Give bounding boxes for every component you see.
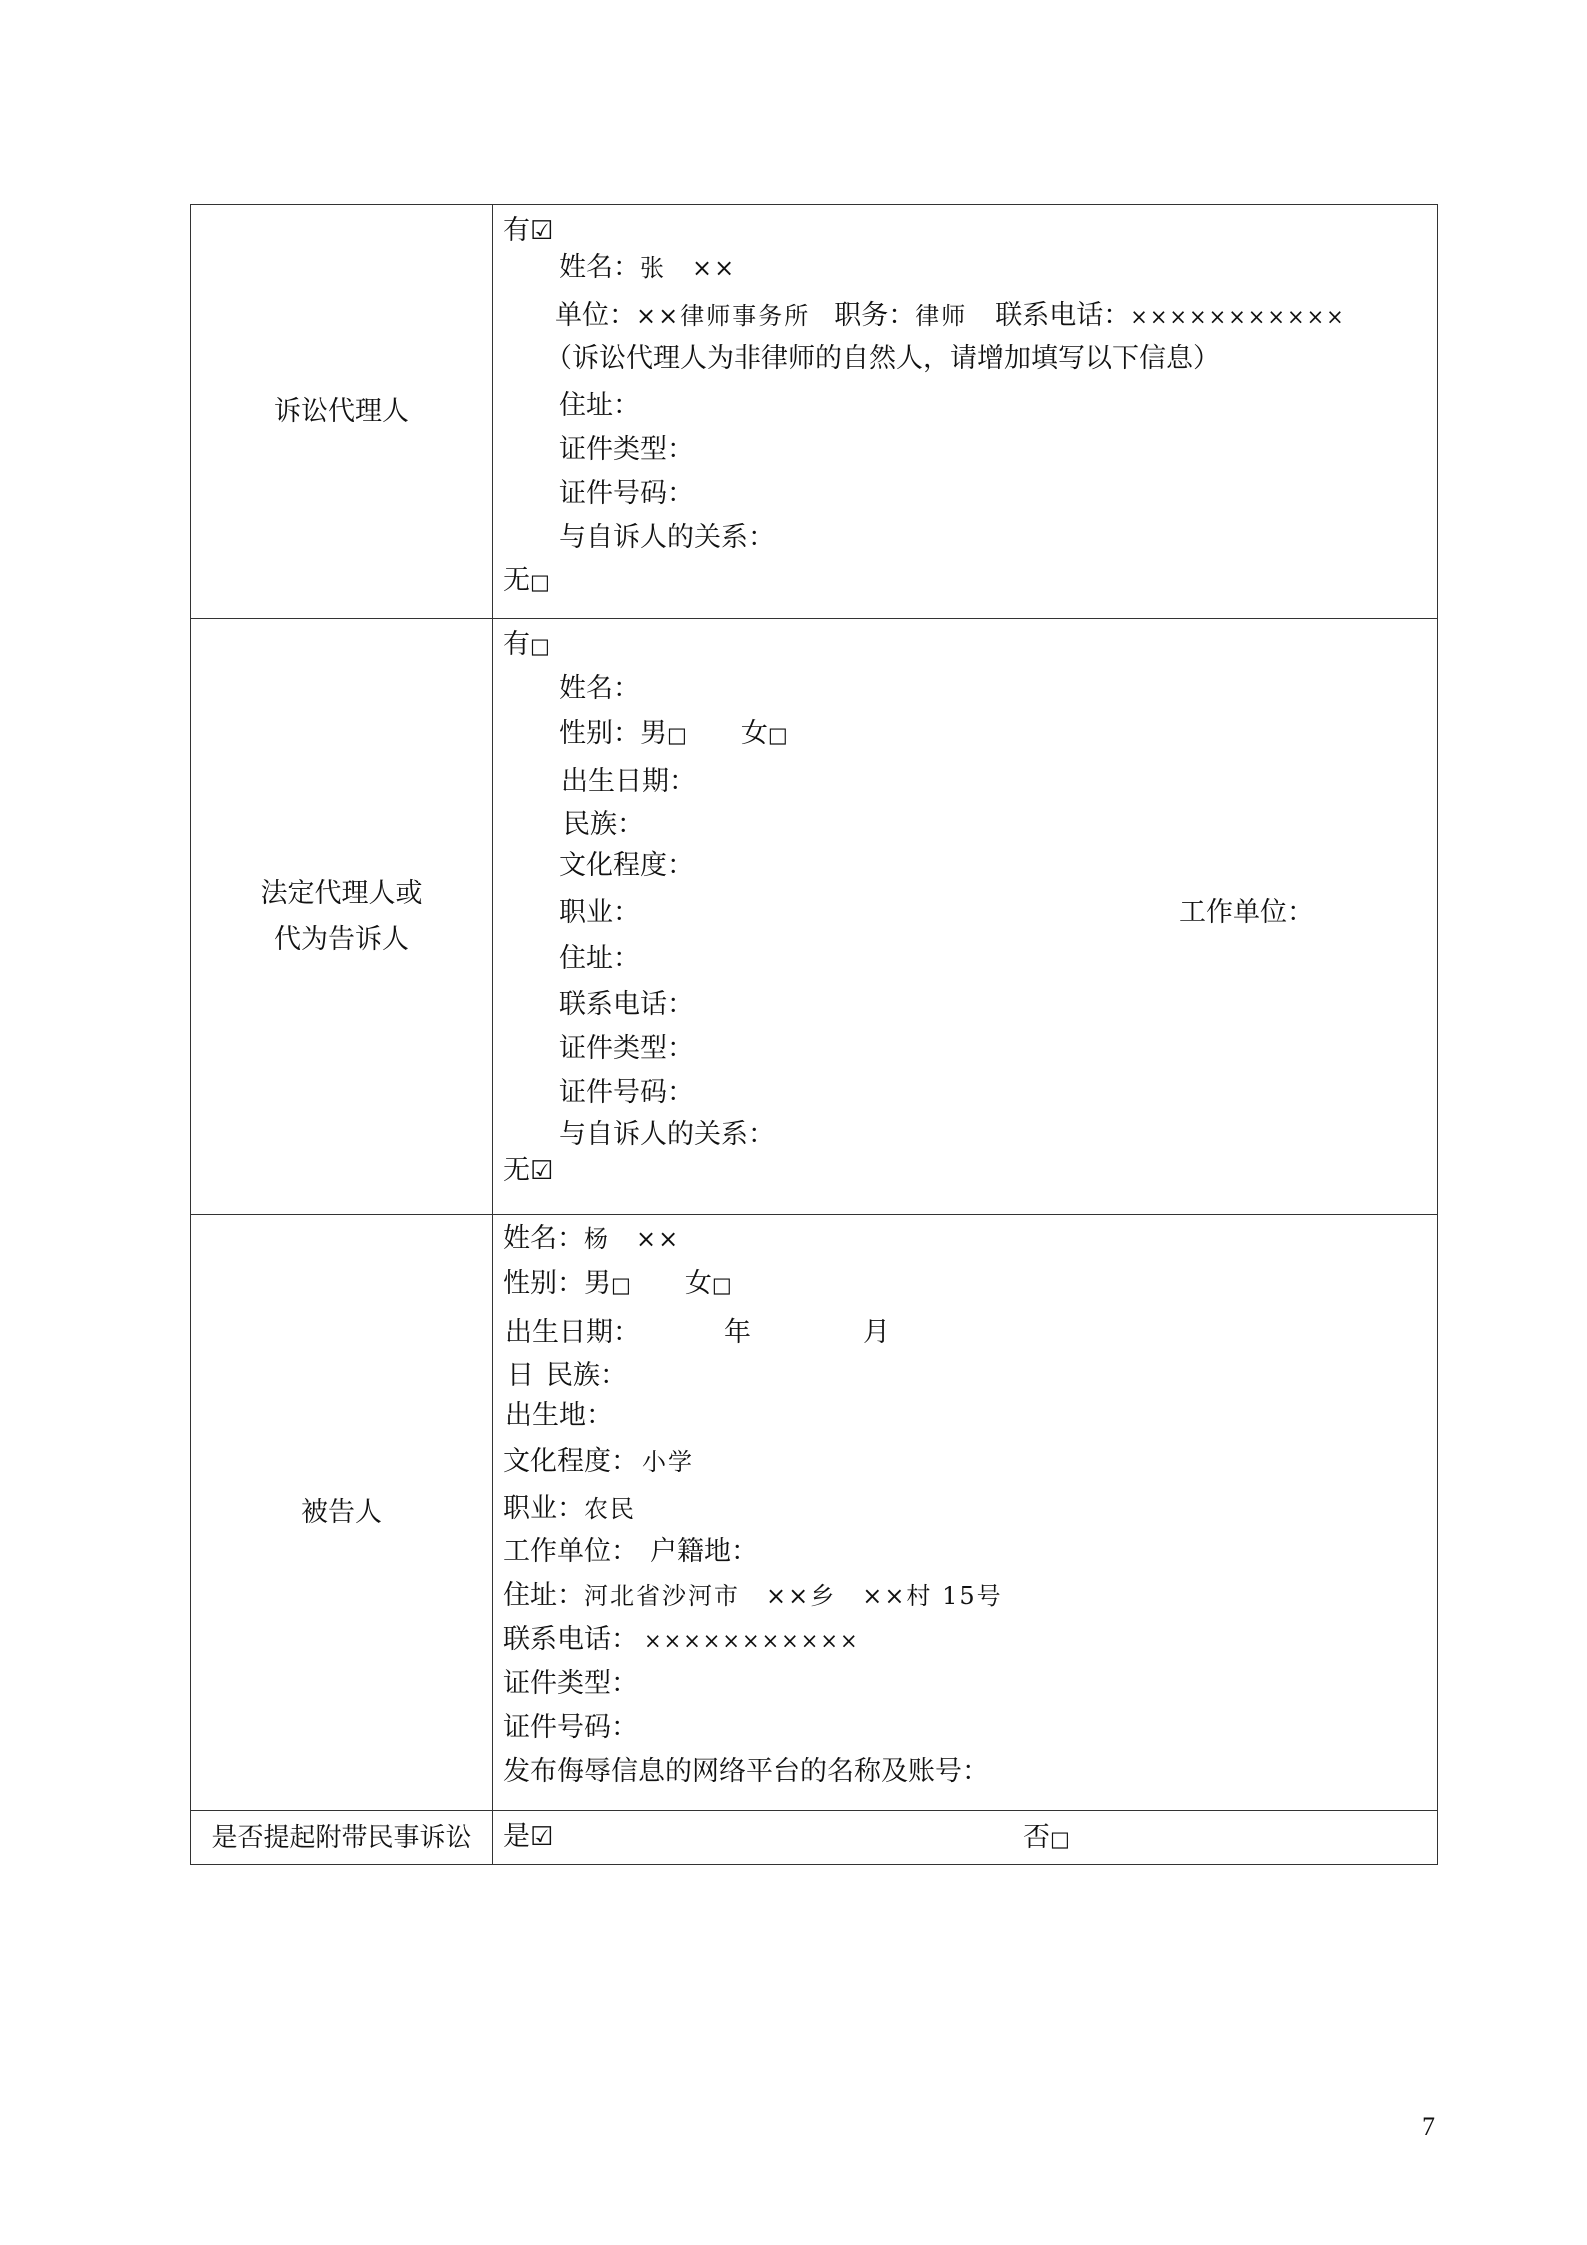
defendant-gender-line: 性别：男□ 女□ [503, 1268, 732, 1299]
defendant-address-value: 河北省沙河市 ××乡 ××村 15号 [584, 1582, 1003, 1610]
agent-has-option[interactable]: 有☑ [503, 215, 554, 246]
legal-rep-label-line2: 代为告诉人 [274, 923, 409, 955]
legal-rep-female-checkbox[interactable]: □ [767, 723, 788, 747]
agent-none-option[interactable]: 无□ [503, 565, 550, 596]
legal-rep-male-checkbox[interactable]: □ [667, 723, 687, 747]
defendant-name-value: 杨 ×× [584, 1225, 681, 1253]
defendant-platform-field: 发布侮辱信息的网络平台的名称及账号： [503, 1756, 989, 1787]
agent-relation-field: 与自诉人的关系： [559, 522, 775, 553]
legal-rep-job-field: 职业： [559, 897, 640, 928]
agent-has-checkbox[interactable]: ☑ [530, 216, 554, 246]
legal-rep-row [191, 619, 1438, 1215]
agent-phone-value: ××××××××××× [1130, 305, 1346, 329]
legal-rep-name-field: 姓名： [559, 673, 640, 704]
defendant-education-value: 小学 [642, 1448, 694, 1476]
defendant-work-domicile-line: 工作单位： 户籍地： [503, 1536, 758, 1567]
defendant-education-line: 文化程度： 小学 [503, 1446, 694, 1477]
legal-rep-row-content [493, 619, 1438, 1215]
civil-suit-yes-checkbox[interactable]: ☑ [530, 1822, 554, 1852]
agent-name-line: 姓名：张 ×× [559, 252, 737, 283]
agent-id-number-field: 证件号码： [559, 478, 694, 509]
defendant-job-value: 农民 [584, 1495, 636, 1523]
defendant-day-ethnic-line: 日 民族： [507, 1360, 627, 1391]
defendant-job-line: 职业：农民 [503, 1493, 636, 1524]
defendant-birth-line: 出生日期： 年 月 [505, 1317, 890, 1348]
defendant-phone-value: ××××××××××× [644, 1629, 860, 1653]
legal-rep-education-field: 文化程度： [559, 850, 694, 881]
agent-name-value: 张 ×× [640, 254, 737, 282]
agent-note: （诉讼代理人为非律师的自然人，请增加填写以下信息） [545, 343, 1220, 374]
defendant-row-label: 被告人 [191, 1215, 493, 1811]
defendant-id-type-field: 证件类型： [503, 1668, 638, 1699]
civil-suit-no-option[interactable]: 否□ [1023, 1822, 1070, 1853]
defendant-name-line: 姓名：杨 ×× [503, 1223, 681, 1254]
agent-row [191, 205, 1438, 619]
defendant-address-line: 住址：河北省沙河市 ××乡 ××村 15号 [503, 1580, 1003, 1611]
agent-unit-value: ××律师事务所 [636, 302, 811, 330]
agent-id-type-field: 证件类型： [559, 434, 694, 465]
legal-rep-address-field: 住址： [559, 943, 640, 974]
legal-rep-id-number-field: 证件号码： [559, 1077, 694, 1108]
agent-none-checkbox[interactable]: □ [530, 570, 550, 594]
agent-post-value: 律师 [915, 302, 968, 330]
legal-rep-none-option[interactable]: 无☑ [503, 1155, 554, 1186]
agent-unit-line: 单位：××律师事务所 职务：律师 联系电话：××××××××××× [555, 300, 1346, 331]
civil-suit-no-checkbox[interactable]: □ [1050, 1827, 1070, 1851]
page-number: 7 [1422, 2112, 1435, 2141]
legal-rep-gender-line: 性别：男□ 女□ [559, 718, 788, 749]
legal-rep-none-checkbox[interactable]: ☑ [530, 1156, 554, 1186]
legal-rep-relation-field: 与自诉人的关系： [559, 1119, 775, 1150]
agent-address-field: 住址： [559, 390, 640, 421]
agent-row-content [493, 205, 1438, 619]
legal-rep-has-option[interactable]: 有□ [503, 629, 550, 660]
agent-row-label: 诉讼代理人 [191, 205, 493, 619]
civil-suit-row [191, 1811, 1438, 1865]
civil-suit-yes-option[interactable]: 是☑ [503, 1821, 554, 1852]
legal-rep-work-unit-field: 工作单位： [1179, 897, 1314, 928]
legal-rep-phone-field: 联系电话： [559, 989, 694, 1020]
defendant-id-number-field: 证件号码： [503, 1712, 638, 1743]
defendant-phone-line: 联系电话： ××××××××××× [503, 1624, 860, 1655]
defendant-row [191, 1215, 1438, 1811]
civil-suit-row-content [493, 1811, 1438, 1865]
defendant-female-checkbox[interactable]: □ [711, 1273, 732, 1297]
legal-rep-birth-field: 出生日期： [561, 766, 696, 797]
defendant-birthplace-field: 出生地： [505, 1400, 613, 1431]
legal-rep-ethnic-field: 民族： [563, 809, 644, 840]
defendant-row-content [493, 1215, 1438, 1811]
complaint-form-table [190, 204, 1438, 1865]
legal-rep-label-line1: 法定代理人或 [260, 877, 423, 909]
legal-rep-id-type-field: 证件类型： [559, 1033, 694, 1064]
legal-rep-row-label [191, 619, 493, 1215]
defendant-male-checkbox[interactable]: □ [611, 1273, 631, 1297]
civil-suit-row-label: 是否提起附带民事诉讼 [191, 1811, 493, 1865]
legal-rep-has-checkbox[interactable]: □ [530, 634, 550, 658]
